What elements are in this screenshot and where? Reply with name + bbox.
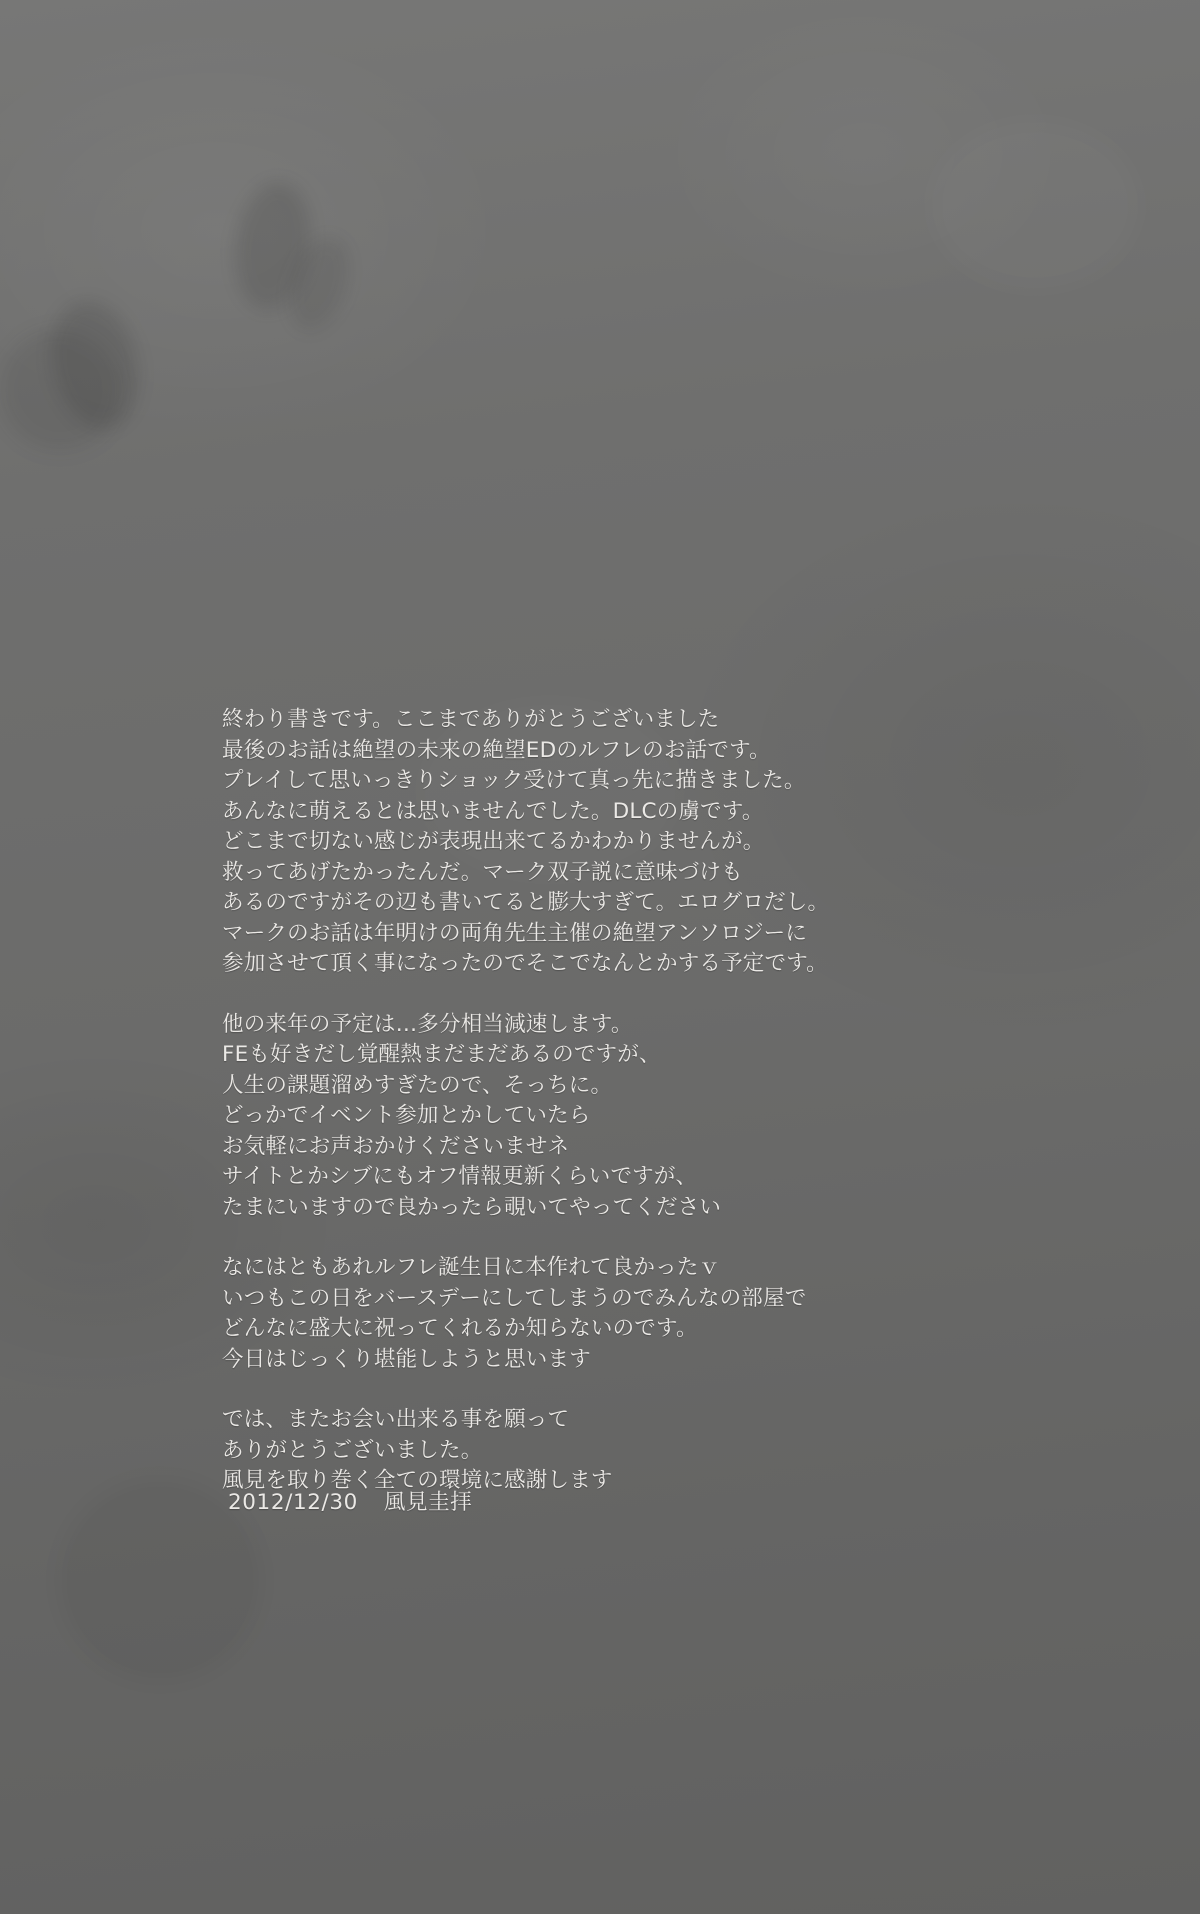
paper-smudge-icon — [0, 330, 120, 450]
afterword-line: どんなに盛大に祝ってくれるか知らないのです。 — [222, 1316, 698, 1341]
afterword-paragraph — [222, 1405, 1012, 1497]
afterword-line: 人生の課題溜めすぎたので、そっちに。 — [222, 1072, 613, 1098]
afterword-line: 他の来年の予定は…多分相当減速します。 — [222, 1011, 633, 1037]
afterword-line: マークのお話は年明けの両角先生主催の絶望アンソロジーに — [222, 920, 808, 946]
signature-date: 2012/12/30 — [228, 1490, 358, 1515]
afterword-line: 最後のお話は絶望の未来の絶望EDのルフレのお話です。 — [222, 737, 771, 763]
afterword-paragraph — [222, 705, 1012, 980]
afterword-line: あんなに萌えるとは思いませんでした。DLCの虜です。 — [222, 798, 764, 824]
afterword-line: 今日はじっくり堪能しようと思います — [222, 1346, 591, 1372]
paper-highlight-icon — [930, 120, 1140, 290]
afterword-line: ありがとうございました。 — [222, 1437, 483, 1463]
afterword-line: たまにいますので良かったら覗いてやってください — [222, 1194, 722, 1220]
afterword-line: なにはともあれルフレ誕生日に本作れて良かったｖ — [222, 1255, 721, 1280]
afterword-text-block — [222, 705, 1012, 1497]
afterword-line: 救ってあげたかったんだ。マーク双子説に意味づけも — [222, 859, 743, 885]
afterword-line: あるのですがその辺も書いてると膨大すぎて。エログロだし。 — [222, 890, 830, 915]
paper-smudge-icon — [278, 230, 359, 338]
paper-smudge-icon — [227, 177, 318, 314]
afterword-line: プレイして思いっきりショック受けて真っ先に描きました。 — [222, 768, 806, 793]
paper-smudge-icon — [39, 292, 150, 437]
afterword-line: いつもこの日をバースデーにしてしまうのでみんなの部屋で — [222, 1285, 807, 1311]
afterword-paragraph — [222, 1253, 1012, 1375]
afterword-line: お気軽にお声おかけくださいませネ — [222, 1133, 570, 1159]
afterword-line: どこまで切ない感じが表現出来てるかわかりませんが。 — [222, 829, 765, 854]
afterword-line: 風見を取り巻く全ての環境に感謝します — [222, 1468, 613, 1493]
afterword-line: 終わり書きです。ここまでありがとうございました — [222, 707, 720, 732]
signature-block — [228, 1488, 472, 1518]
afterword-line: FEも好きだし覚醒熱まだまだあるのですが、 — [222, 1042, 661, 1067]
afterword-line: 参加させて頂く事になったのでそこでなんとかする予定です。 — [222, 951, 828, 976]
afterword-paragraph — [222, 1010, 1012, 1224]
signature-author: 風見圭拝 — [383, 1490, 473, 1515]
afterword-line: サイトとかシブにもオフ情報更新くらいですが、 — [222, 1164, 698, 1189]
afterword-line: では、またお会い出来る事を願って — [222, 1407, 570, 1432]
afterword-line: どっかでイベント参加とかしていたら — [222, 1103, 591, 1128]
